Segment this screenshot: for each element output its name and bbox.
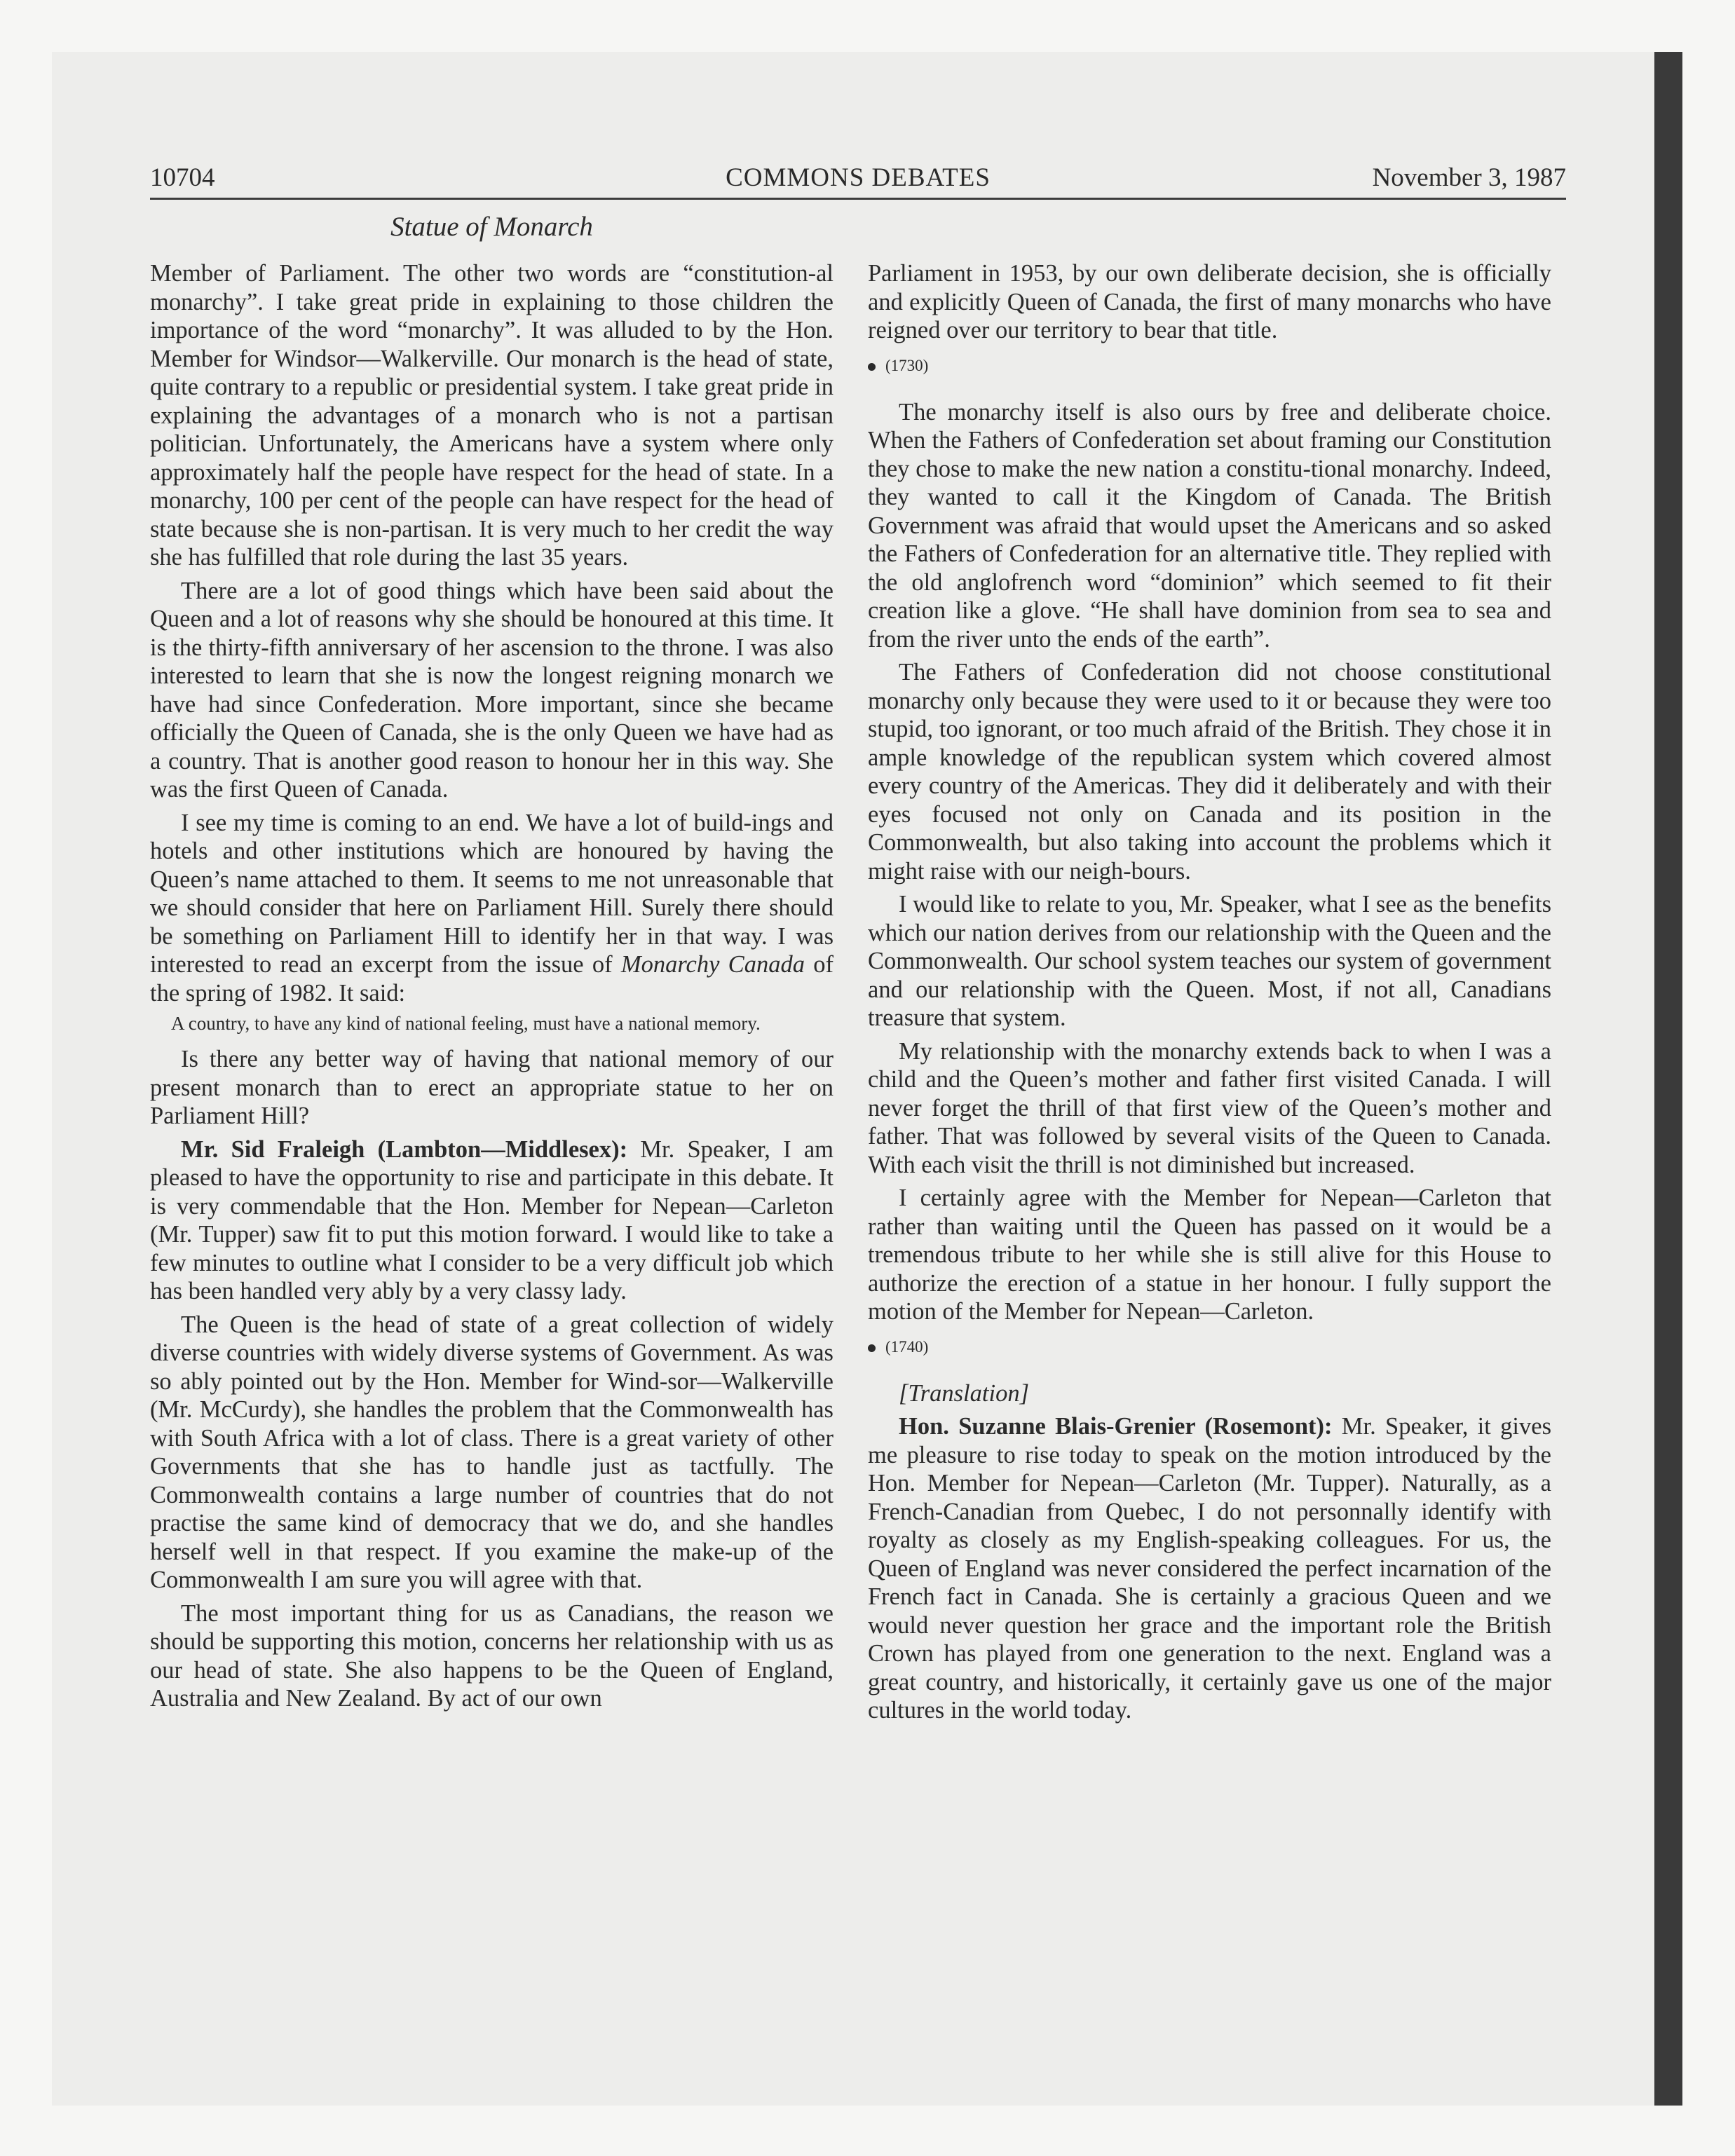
paragraph: Parliament in 1953, by our own deliberate decision, she is officially and explicitly Queen of Canada, the first of many monarchs who have reigned over our territory to bear that title.: [868, 260, 1551, 343]
bullet-icon: [868, 363, 876, 371]
paragraph: There are a lot of good things which have been said about the Queen and a lot of reasons why she should be honoured at this time. It is the thirty-fifth anniversary of her ascension to the throne. I was also interested to learn that she is now the longest reigning monarch we have had since Confederation. More important, since she became officially the Queen of Canada, she is the only Queen we have had as a country. That is another good reason to honour her in this way. She was the first Queen of Canada.: [150, 577, 834, 803]
paragraph: The Fathers of Confederation did not choose constitutional monarchy only because they were used to it or because they were too stupid, too ignorant, or too much afraid of the British. They chose it in ample knowledge of the republican system which covered almost every country of the Americas. They did it deliberately and with their eyes focused not only on Canada and its position in the Commonwealth, but also taking into account the problems which it might raise with our neigh-bours.: [868, 659, 1551, 885]
running-header: [150, 158, 1566, 200]
paragraph-text: Mr. Speaker, I am pleased to have the opportunity to rise and participate in this debate. It is very commendable that the Hon. Member for Nepean—Carleton (Mr. Tupper) saw fit to put this motion forward. I would like to take a few minutes to outline what I consider to be a very difficult job which has been handled very ably by a very classy lady.: [150, 1135, 834, 1304]
speaker-name: Mr. Sid Fraleigh (Lambton—Middlesex):: [181, 1135, 628, 1163]
binding-edge: [1654, 52, 1682, 2106]
publication-citation: Monarchy Canada: [620, 951, 805, 978]
bullet-icon: [868, 1344, 876, 1352]
time-marker-text: (1730): [885, 356, 929, 374]
left-column: [150, 259, 834, 1718]
paragraph-text: of the spring of 1982. It said:: [150, 951, 834, 1007]
translation-tag: [Translation]: [899, 1379, 1029, 1407]
speaker-name: Hon. Suzanne Blais-Grenier (Rosemont):: [899, 1413, 1333, 1440]
time-marker: [868, 1333, 1551, 1361]
time-marker-text: (1740): [885, 1337, 929, 1356]
paragraph: Is there any better way of having that national memory of our present monarch than to erect an appropriate statue to her on Parliament Hill?: [150, 1046, 834, 1129]
publication-title: COMMONS DEBATES: [726, 163, 991, 192]
paragraph: I certainly agree with the Member for Nepean—Carleton that rather than waiting until the Queen has passed on it would be a tremendous tribute to her while she is still alive for this House to authorize the erection of a statue in her honour. I fully support the motion of the Member for Nepean—Carleton.: [868, 1185, 1551, 1325]
section-title: Statue of Monarch: [390, 212, 593, 242]
page-number: 10704: [150, 163, 215, 192]
paragraph: The Queen is the head of state of a great collection of widely diverse countries with widely diverse systems of Government. As was so ably pointed out by the Hon. Member for Wind-sor—Walkerville (Mr. McCurdy), she handles the problem that the Commonwealth has with South Africa with a lot of class. There is a great variety of other Governments that she has to handle just as tactfully. The Commonwealth contains a large number of countries that do not practise the same kind of democracy that we do, and she handles herself well in that respect. If you examine the make-up of the Commonwealth I am sure you will agree with that.: [150, 1311, 834, 1593]
paragraph: The most important thing for us as Canadians, the reason we should be supporting this motion, concerns her relationship with us as our head of state. She also happens to be the Queen of England, Australia and New Zealand. By act of our own: [150, 1599, 834, 1712]
paragraph: Member of Parliament. The other two words are “constitution-al monarchy”. I take great pride in explaining to those children the importance of the word “monarchy”. It was alluded to by the Hon. Member for Windsor—Walkerville. Our monarch is the head of state, quite contrary to a republic or presidential system. I take great pride in explaining the advantages of a monarch who is not a partisan politician. Unfortunately, the Americans have a system where only approximately half the people have respect for the head of state. In a monarchy, 100 per cent of the people can have respect for the head of state because she is non-partisan. It is very much to her credit the way she has fulfilled that role during the last 35 years.: [150, 260, 834, 571]
paragraph-text: Mr. Speaker, it gives me pleasure to rise today to speak on the motion introduced by the Hon. Member for Nepean—Carleton (Mr. Tupper). Naturally, as a French-Canadian from Quebec, I do not personnally identify with royalty as closely as my English-speaking colleagues. For us, the Queen of England was never considered the perfect incarnation of the French fact in Canada. She is certainly a gracious Queen and we would never question her grace and the important role the British Crown has played from one generation to the next. England was a great country, and historically, it certainly gave us one of the major cultures in the world today.: [868, 1413, 1551, 1724]
paragraph: The monarchy itself is also ours by free and deliberate choice. When the Fathers of Confederation set about framing our Constitution they chose to make the new nation a constitu-tional monarchy. Indeed, they wanted to call it the Kingdom of Canada. The British Government was afraid that would upset the Americans and so asked the Fathers of Confederation for an alternative title. They replied with the old anglofrench word “dominion” which seemed to fit their creation like a glove. “He shall have dominion from sea to sea and from the river unto the ends of the earth”.: [868, 398, 1551, 653]
paragraph: [150, 1135, 834, 1306]
time-marker: [868, 352, 1551, 380]
publication-date: November 3, 1987: [1372, 163, 1566, 192]
paragraph: My relationship with the monarchy extends back to when I was a child and the Queen’s mother and father first visited Canada. I will never forget the thrill of that first view of the Queen’s mother and father. That was followed by several visits of the Queen to Canada. With each visit the thrill is not diminished but increased.: [868, 1037, 1551, 1178]
right-column: [868, 259, 1551, 1730]
paragraph: [150, 809, 834, 1008]
paragraph: I would like to relate to you, Mr. Speaker, what I see as the benefits which our nation derives from our relationship with the Queen and the Commonwealth. Our school system teaches our system of government and our relationship with the Queen. Most, if not all, Canadians treasure that system.: [868, 891, 1551, 1031]
paragraph: [868, 1412, 1551, 1725]
block-quote: A country, to have any kind of national feeling, must have a national memory.: [171, 1013, 761, 1034]
paragraph-text: I see my time is coming to an end. We have a lot of build-ings and hotels and other institutions which are honoured by having the Queen’s name attached to them. It seems to me not unreasonable that we should consider that here on Parliament Hill. Surely there should be something on Parliament Hill to identify her in that way. I was interested to read an excerpt from the issue of: [150, 809, 834, 978]
